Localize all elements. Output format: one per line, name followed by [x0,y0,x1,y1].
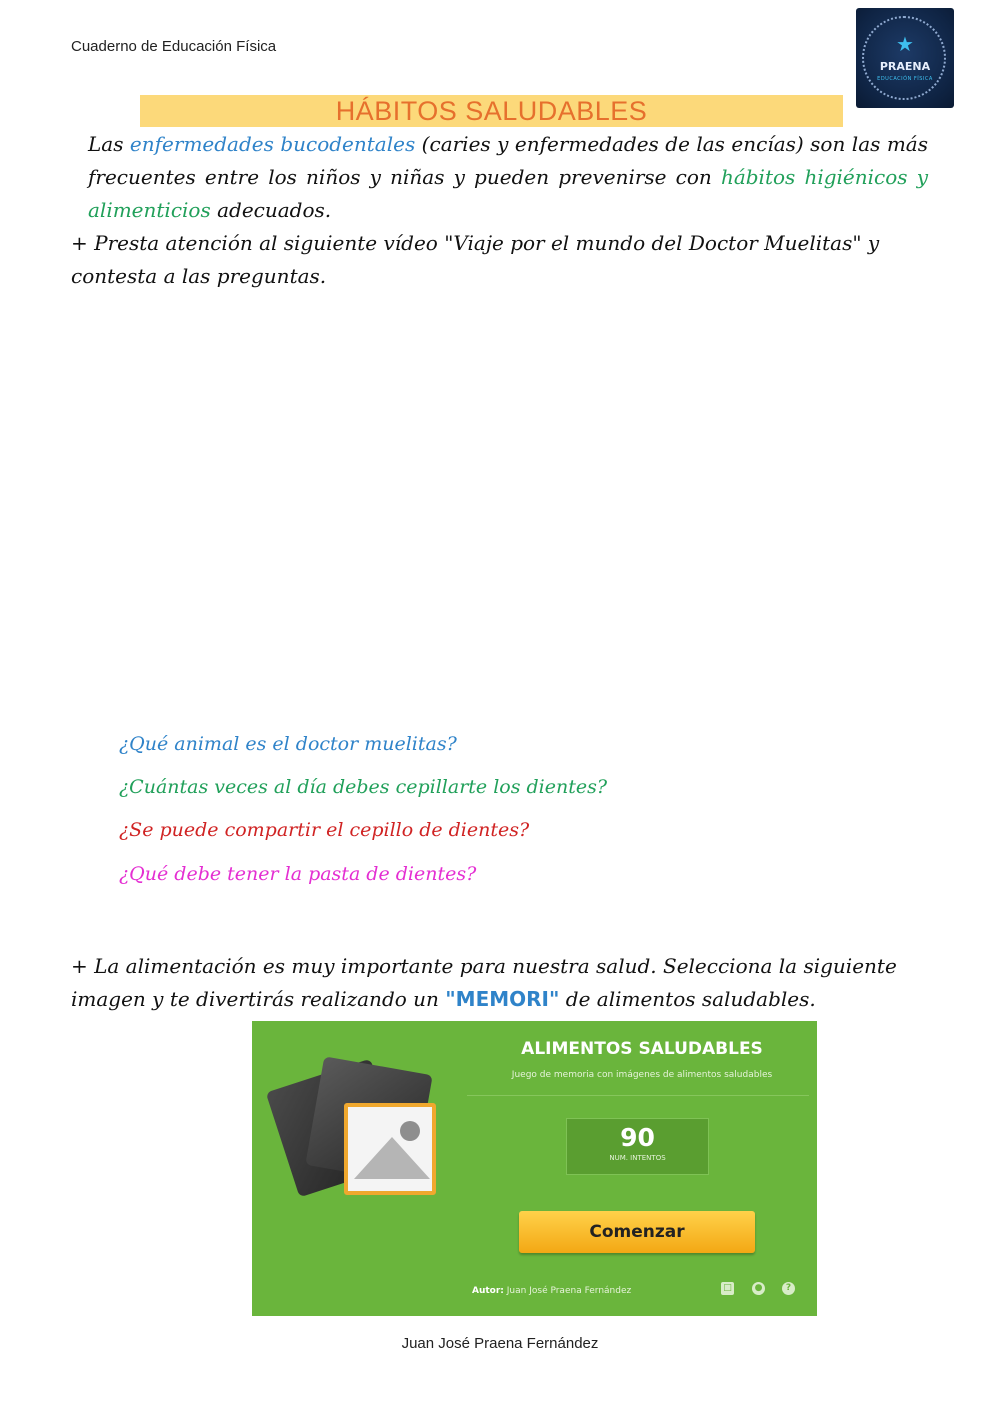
question-4: ¿Qué debe tener la pasta de dientes? [119,863,477,885]
screen-icon[interactable]: □ [721,1282,734,1295]
memori-highlight: "MEMORI" [445,987,560,1011]
logo-ring [862,16,946,100]
logo-subtitle: EDUCACIÓN FÍSICA [877,76,933,82]
video-instruction: + Presta atención al siguiente vídeo "Viaje por el mundo del Doctor Muelitas" y contesta a las preguntas. [71,231,880,288]
mountain-shape [354,1137,430,1179]
intro-paragraph [88,128,928,227]
sound-icon[interactable]: ● [752,1282,765,1295]
praena-logo [856,8,954,108]
image-placeholder-icon [344,1103,436,1195]
game-title: ALIMENTOS SALUDABLES [521,1039,763,1059]
help-icon[interactable]: ? [782,1282,795,1295]
runner-icon: ★ [896,32,914,56]
memori-text-2: de alimentos saludables. [559,987,816,1011]
attempts-label: NUM. INTENTOS [609,1154,666,1162]
logo-name: PRAENA [879,60,931,73]
question-3: ¿Se puede compartir el cepillo de dientes? [119,819,530,841]
intro-text-1: Las [88,132,130,156]
start-button[interactable]: Comenzar [519,1211,755,1253]
intro-highlight-2: hábitos higiénicos y alimenticios [88,165,928,222]
memory-game-link[interactable] [252,1021,817,1316]
memori-text-1: + La alimentación es muy importante para nuestra salud. Selecciona la siguiente imagen y te divertirás realizando un [71,954,897,1011]
intro-text-2: (caries y enfermedades de las encías) son las más frecuentes entre los niños y niñas y pueden prevenirse con [88,132,928,189]
header-text: Cuaderno de Educación Física [71,38,277,55]
author-name: Juan José Praena Fernández [506,1286,632,1296]
footer-author: Juan José Praena Fernández [401,1335,599,1352]
question-1: ¿Qué animal es el doctor muelitas? [119,733,457,755]
intro-text-3: adecuados. [210,198,332,222]
attempts-box [566,1118,709,1175]
author-label: Autor: [472,1286,504,1296]
question-2: ¿Cuántas veces al día debes cepillarte los dientes? [119,776,608,798]
intro-highlight-1: enfermedades bucodentales [129,132,416,156]
author-line [472,1286,631,1296]
divider [467,1095,809,1096]
memori-instruction [71,950,931,1016]
game-subtitle: Juego de memoria con imágenes de alimentos saludables [511,1070,773,1080]
page-title: HÁBITOS SALUDABLES [335,96,648,126]
attempts-count: 90 [620,1123,655,1152]
